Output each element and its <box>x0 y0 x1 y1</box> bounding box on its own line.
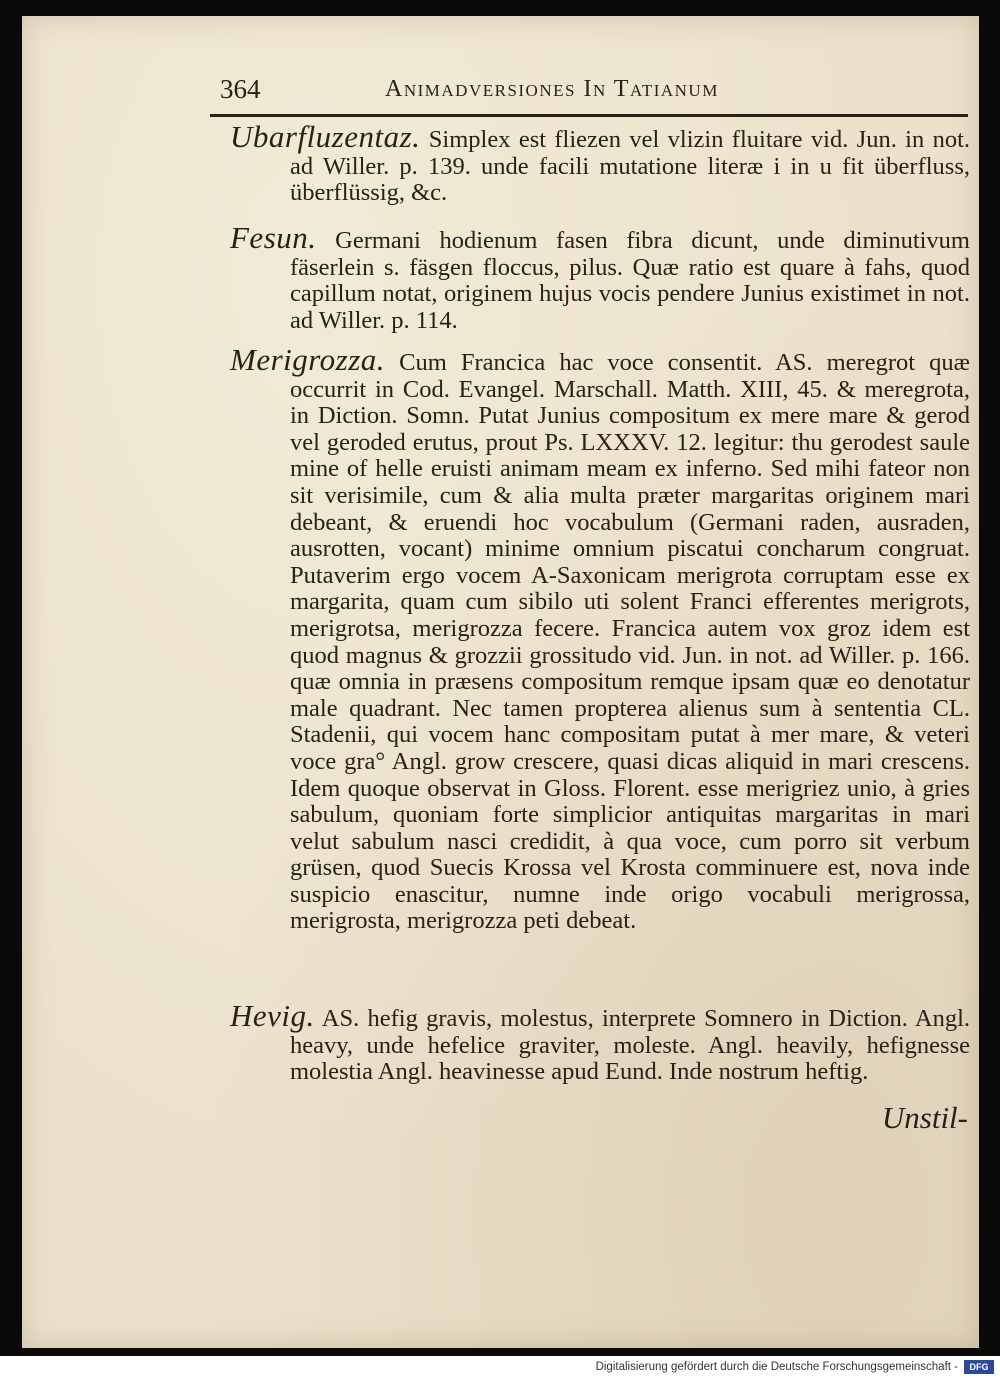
running-head: Animadversiones In Tatianum <box>385 76 719 102</box>
headword: Fesun. <box>230 220 317 255</box>
catchword: Unstil- <box>881 1100 968 1135</box>
entry-text: Cum Francica hac voce consentit. AS. meregrot quæ occurrit in Cod. Evangel. Marschall. Matth. XIII, 45. & meregrota, in Diction. Somn. Putat Junius compositum ex mere mare & gerod vel geroded erutus, prout Ps. LXXXV. 12. legitur: thu gerodest saule mine of helle eruisti animam meam ex inferno. Sed mihi fateor non sit verisimile, cum & alia multa præter margaritas originem mari debeant, & eruendi hoc vocabulum (Germani raden, ausraden, ausrotten, vocant) minime omnium piscatui concharum congruat. Putaverim ergo vocem A-Saxonicam merigrota corruptam esse ex margarita, quam cum sibilo uti solent Franci efferentes merigrots, merigrotsa, merigrozza fecere. Francica autem vox groz idem est quod magnus & grozzii grossitudo vid. Jun. in not. ad Willer. p. 166. quæ omnia in præsens compositum remque ipsam quæ eo denotatur male quadrant. Nec tamen propterea alienus sum à sententia CL. Stadenii, qui vocem hanc compositam putat à mer mare, & veteri voce gra° Angl. grow crescere, quasi dicas aliquid in mari crescens. Idem quoque observat in Gloss. Florent. esse merigriez unio, à gries sabulum, quoniam forte simplicior antiquitas margaritas in mari velut sabulum nasci credidit, à qua voce, cum porro sit verbum grüsen, quod Suecis Krossa vel Krosta comminuere est, nova inde suspicio enascitur, numne inde origo vocabuli merigrossa, merigrosta, merigrozza peti debeat. <box>290 349 970 935</box>
entry-text: Simplex est fliezen vel vlizin fluitare vid. Jun. in not. ad Willer. p. 139. unde facili mutatione literæ i in u fit überfluss, überflüssig, &c. <box>290 126 971 207</box>
entry-hevig <box>230 998 970 1086</box>
header-rule <box>210 114 968 117</box>
entry-text: AS. hefig gravis, molestus, interprete Somnero in Diction. Angl. heavy, unde hefelice graviter, moleste. Angl. heavily, hefignesse molestia Angl. heavinesse apud Eund. Inde nostrum heftig. <box>290 1005 970 1086</box>
funding-credit: Digitalisierung gefördert durch die Deutsche Forschungsgemeinschaft - <box>595 1361 958 1373</box>
page-number: 364 <box>220 74 261 104</box>
page-header <box>210 74 970 114</box>
entry-text: Germani hodienum fasen fibra dicunt, unde diminutivum fäserlein s. fäsgen floccus, pilus. Quæ ratio est quare à fahs, quod capillum notat, originem hujus vocis pendere Junius existimet in not. ad Willer. p. 114. <box>290 227 970 334</box>
headword: Ubarfluzentaz. <box>230 119 421 154</box>
entry-merigrozza <box>230 342 970 935</box>
dfg-logo-icon[interactable]: DFG <box>964 1360 994 1374</box>
footer-bar <box>0 1356 1000 1379</box>
headword: Hevig. <box>230 998 315 1033</box>
entry-fesun <box>230 220 970 334</box>
headword: Merigrozza. <box>230 342 386 377</box>
entry-ubarfluzentaz <box>230 119 971 207</box>
